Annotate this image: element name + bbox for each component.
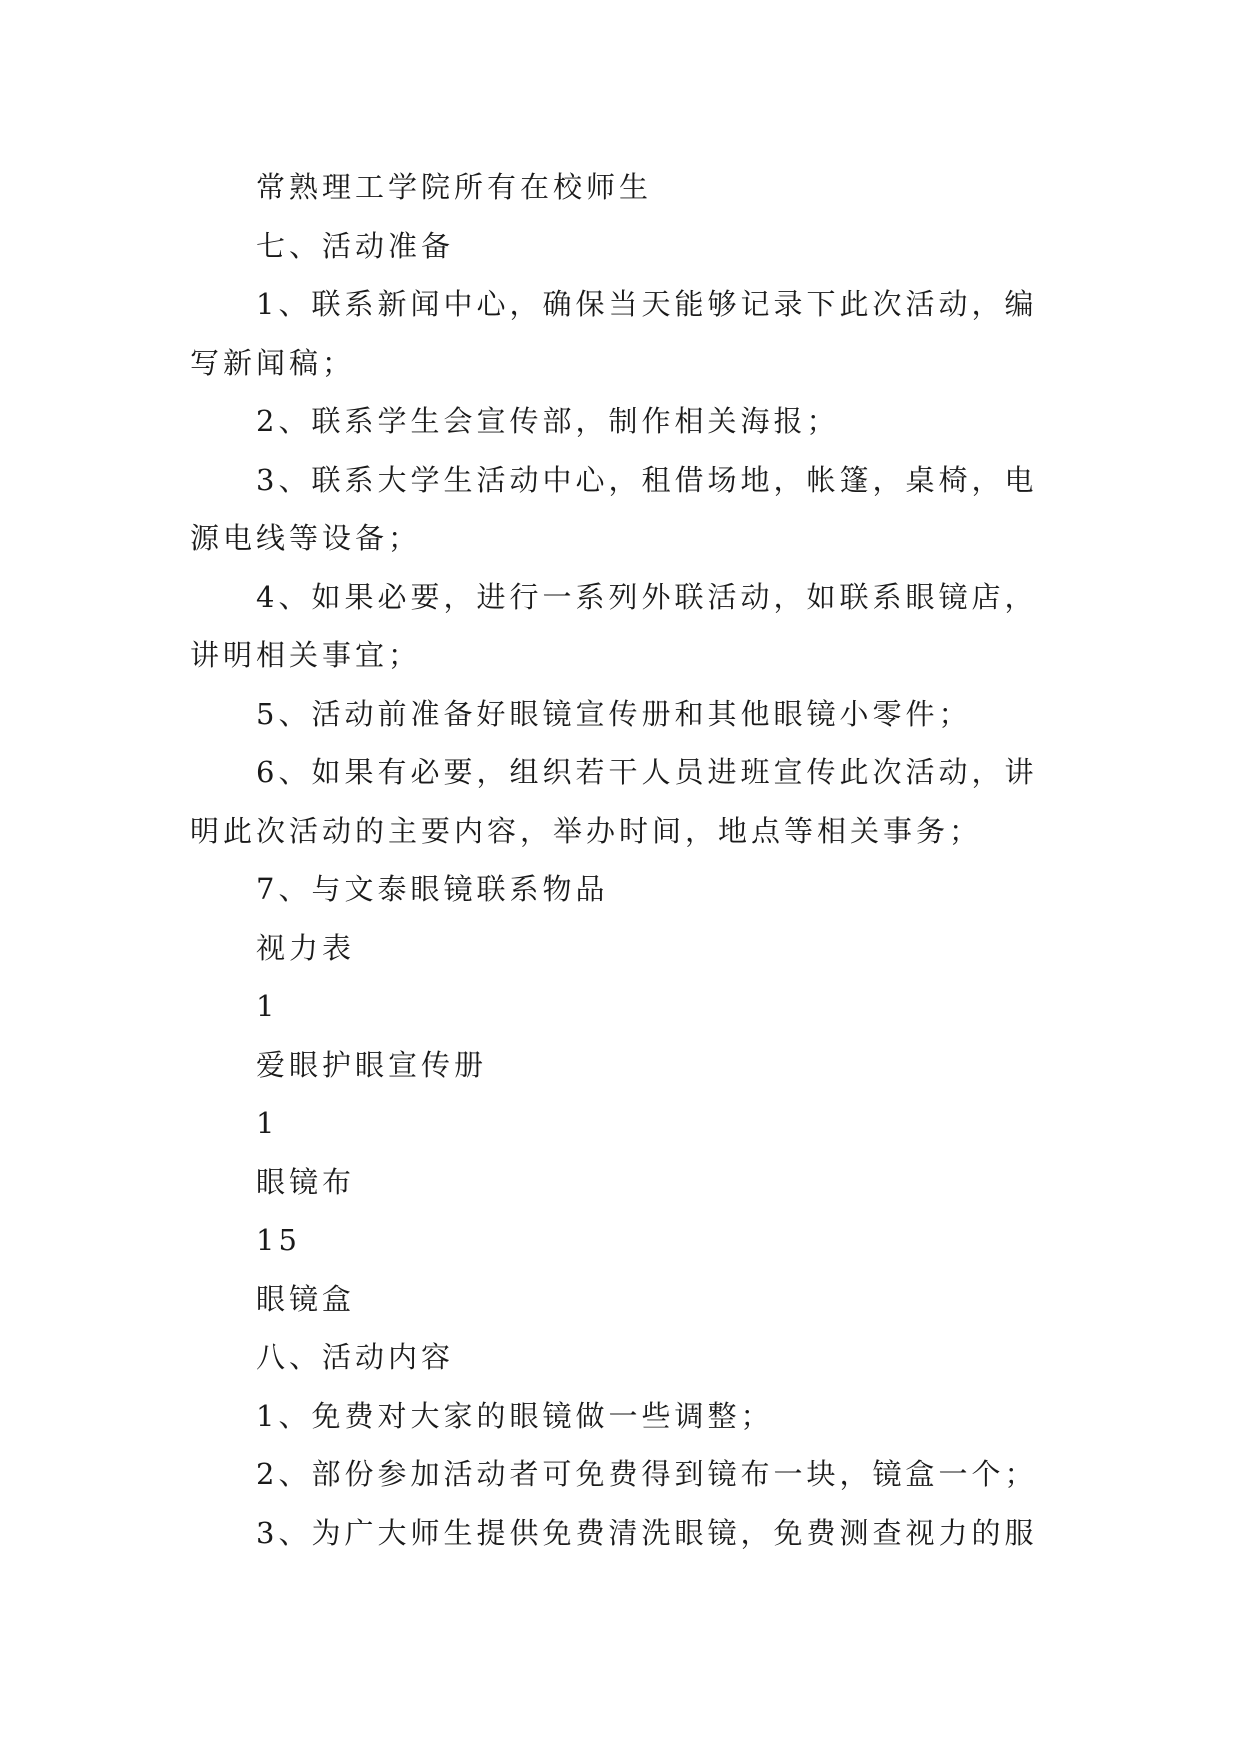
paragraph-prep-1: 1、联系新闻中心，确保当天能够记录下此次活动，编写新闻稿； [190,287,1038,380]
paragraph-prep-2: 2、联系学生会宣传部，制作相关海报； [256,404,840,438]
item-eye-chart: 视力表 [256,930,356,965]
paragraph-participants: 常熟理工学院所有在校师生 [256,170,653,204]
paragraph-content-1: 1、免费对大家的眼镜做一些调整； [256,1398,774,1433]
paragraph-prep-7: 7、与文泰眼镜联系物品 [256,872,609,906]
item-lens-cloth-qty: 15 [256,1223,301,1257]
item-brochure-qty: 1 [256,1106,279,1140]
heading-activity-content: 八、活动内容 [256,1340,455,1374]
paragraph-prep-5: 5、活动前准备好眼镜宣传册和其他眼镜小零件； [256,696,972,731]
item-glasses-case: 眼镜盒 [256,1281,356,1316]
item-brochure: 爱眼护眼宣传册 [256,1047,488,1082]
item-lens-cloth: 眼镜布 [256,1164,356,1199]
paragraph-prep-6: 6、如果有必要，组织若干人员进班宣传此次活动，讲明此次活动的主要内容，举办时间，地点等相关事务； [190,755,1038,848]
paragraph-prep-4: 4、如果必要，进行一系列外联活动，如联系眼镜店，讲明相关事宜； [190,579,1038,672]
paragraph-content-2: 2、部份参加活动者可免费得到镜布一块，镜盒一个； [256,1457,1038,1491]
paragraph-content-3: 3、为广大师生提供免费清洗眼镜，免费测查视力的服 [256,1515,1038,1550]
document-body [190,158,1050,1562]
paragraph-prep-3: 3、联系大学生活动中心，租借场地，帐篷，桌椅，电源电线等设备； [190,462,1038,555]
heading-activity-preparation: 七、活动准备 [256,228,455,263]
item-eye-chart-qty: 1 [256,989,279,1023]
